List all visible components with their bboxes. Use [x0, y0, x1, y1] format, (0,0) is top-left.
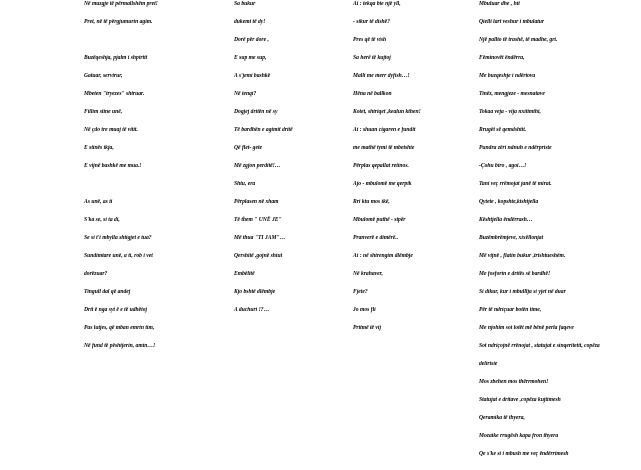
poem-line: Se si t'i mbylla shtigjet e tua? [84, 235, 152, 241]
poem-line: Dorë për dore , [234, 37, 269, 43]
poem-line: Sundimtare unë, a ti, rob i vet [84, 253, 153, 259]
poem-line: E stinës ikja, [84, 145, 114, 151]
poem-line: Ai : shuan cigaren e fundit [353, 127, 416, 133]
poem-line: Fëminovët ëndërra, [479, 55, 525, 61]
poem-line: Fillim stine unë, [84, 109, 123, 115]
poem-line: Qeramika të thyera, [479, 415, 525, 421]
poem-column-2 [234, 0, 298, 324]
poem-line: Qershitë ,gojnë shiut [234, 253, 283, 259]
poem-line: Fjete? [353, 289, 368, 295]
poem-line: dorëzuar? [84, 271, 108, 277]
poem-column-4 [479, 0, 610, 468]
poem-line: -Çohu biro , agoi…! [479, 163, 527, 169]
poem-line: Pres që të vish [353, 37, 387, 43]
poem-line: Mozaike rrugësh kapa fron thyera [479, 433, 559, 439]
poem-line: Pritmë të vij [353, 325, 382, 331]
poem-line: Buzëqeshja, pjalm i shpirtit [84, 55, 148, 61]
poem-column-1 [84, 0, 164, 360]
poem-line: A duchuri !?… [234, 307, 270, 313]
poem-line: S'ka se, si ta di, [84, 217, 120, 223]
poem-line: Si dikur, kur i mbulllja si yjet në duar [479, 289, 566, 295]
poem-line: Gatuar, servirur, [84, 73, 123, 79]
poem-line: Embëlitë [234, 271, 255, 277]
poem-line: Buzëmbrëmjeve, xixëllonjat [479, 235, 544, 241]
poem-line: Më thua "TI JAM"… [234, 235, 286, 241]
poem-line [84, 36, 158, 54]
poem-line: Tokaa veja - vija nxitimthi, [479, 109, 541, 115]
poem-line: Në fund të pështjerin, amin…! [84, 343, 156, 349]
poem-line: Mbuluar dhe , hit [479, 1, 520, 7]
poem-line: Shtu, era [234, 181, 256, 187]
poem-line: Tinëz, mengjeze - mesnatave [479, 91, 545, 97]
poem-line: Mos zbehen mos thërrmohen! [479, 379, 549, 385]
poem-line: me mathë tymi të mbetshte [353, 145, 415, 151]
poem-line: Drit ë nga syt ë e të udhëtoj [84, 307, 148, 313]
poem-line: dukemi të dy! [234, 19, 266, 25]
poem-line: delirisie [479, 361, 498, 367]
poem-line: Mbeten "tryezes" shtruar. [84, 91, 145, 97]
poem-line: Të bardhën e agimit dritë [234, 127, 293, 133]
poem-line: Ai : tekqa bie një yll, [353, 1, 401, 7]
poem-line: A s'jemi bashkë [234, 73, 271, 79]
poem-line: E sup me sup, [234, 55, 267, 61]
poem-line: As unë, as ti [84, 199, 113, 205]
poem-line: Qe s'ke si i mbush me veç ëndërrimesh [479, 451, 569, 457]
poem-line: Pranverë e dimërë.. [353, 235, 399, 241]
poem-line: Rrugët së qemdshtit. [479, 127, 527, 133]
poem-line: Sot ndriçojnë rrënojat , statujat e sinqeritetit, copëza [479, 343, 600, 349]
poem-line: Statujat e dritave ,copëza kujtimesh [479, 397, 561, 403]
poem-line: Kjo bshtë dlëmbje [234, 289, 276, 295]
poem-line: Një pallto të trashë, të madhe, gri. [479, 37, 558, 43]
poem-line: Më vijnë , flatin bukur ,trishtueshëm. [479, 253, 566, 259]
poem-line: Përplasen në xham [234, 199, 279, 205]
poem-line: - sikur të dishë? [353, 19, 390, 25]
poem-line: Kotet, shtriqet ,kealun kthen! [353, 109, 421, 115]
poem-line: Në tenqi? [234, 91, 257, 97]
poem-line: Kështjella ëndërrash… [479, 217, 533, 223]
poem-column-3 [353, 0, 427, 342]
poem-line: Sa bukur [234, 1, 256, 7]
poem-line: Të them " UNË JE" [234, 217, 282, 223]
poem-line: Në krahaver, [353, 271, 383, 277]
poem-line: Malli me merr dyfish…! [353, 73, 410, 79]
poem-line: Qielli lart veshur i mbulatur [479, 19, 545, 25]
poem-line: Përplas qepallat retinos. [353, 163, 409, 169]
poem-line: Ai : në shtrengim dlëmbje [353, 253, 413, 259]
poem-line: Hëna në ballkon [353, 91, 392, 97]
poem-line: Që flet- gete [234, 145, 263, 151]
poem-line: Ajo - mbulomë me qerpik [353, 181, 412, 187]
poem-line: Për të ndriçuar botën time, [479, 307, 542, 313]
poem-line: Me fosforin e dritës së bardhë! [479, 271, 551, 277]
poem-line: Pundra zëri ndnuh e ndërpriste [479, 145, 552, 151]
poem-line: Në muzgje të përmallshëm pret! [84, 1, 158, 7]
poem-line: Sa herë të kujtoj [353, 55, 391, 61]
poem-line: Jo mos fli [353, 307, 376, 313]
poem-line: Pret, në të përgjumurin agim. [84, 19, 153, 25]
poem-line: Tani veç rrëmojat janë të mirat. [479, 181, 552, 187]
poem-line: Me buzqeshje i ndërtova [479, 73, 536, 79]
poem-line: Mbulomë puthë - stpër [353, 217, 406, 223]
poem-line: Qytete , kopshte,ktshtjella [479, 199, 539, 205]
poem-line: Rri ktu mos ikë, [353, 199, 390, 205]
poem-line: Pas lutjes, që mban emrin tim, [84, 325, 155, 331]
poem-line: Më zgjon perditë!… [234, 163, 281, 169]
poem-line: Tingull dal që andej [84, 289, 131, 295]
poem-line: Në çdo tre muaj të vitit. [84, 127, 138, 133]
poem-line: Dogjej dritën në sy [234, 109, 278, 115]
poem-line: E vijnë bashkë me mua.! [84, 163, 142, 169]
poem-line [84, 180, 158, 198]
poem-line: Me njohim sot lotët më bënë perla faqeve [479, 325, 574, 331]
